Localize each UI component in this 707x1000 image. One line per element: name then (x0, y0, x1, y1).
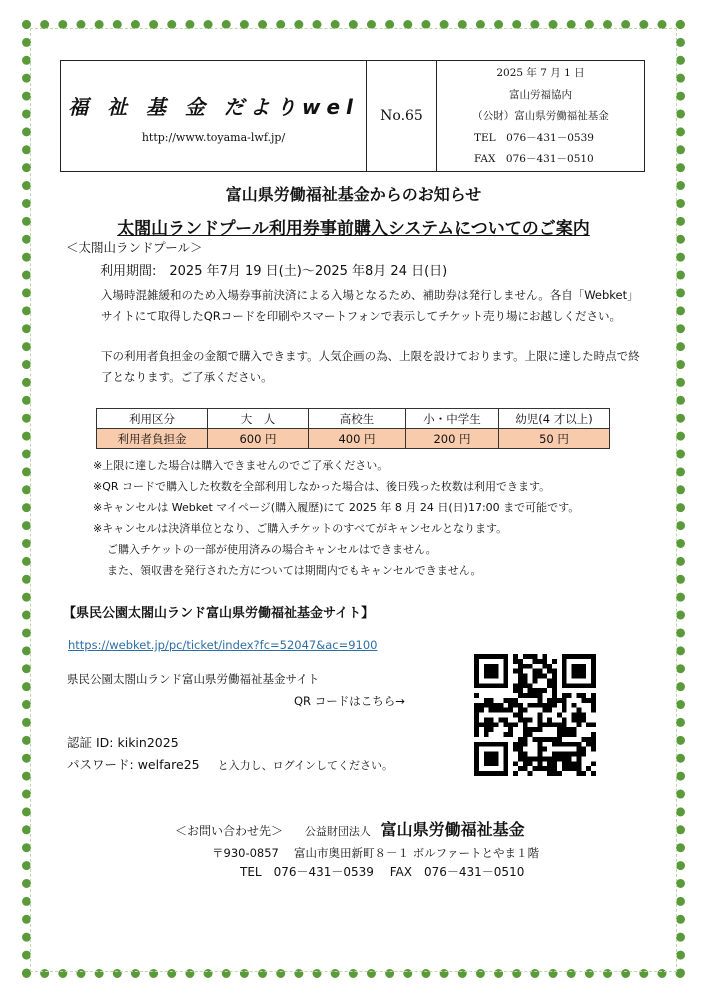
auth-hint: と入力し、ログインしてください。 (217, 759, 394, 772)
section-subheading: ＜太閤山ランドプール＞ (66, 240, 203, 255)
website-url: http://www.toyama-lwf.jp/ (141, 131, 286, 144)
auth-pw-label: パスワード: (67, 757, 134, 772)
table-header-cell: 小・中学生 (406, 409, 499, 429)
notes-list (93, 455, 653, 581)
issue-date: 2025 年 7 月 1 日 (496, 67, 585, 79)
intro-paragraph: 入場時混雑緩和のため入場券事前決済による入場となるため、補助券は発行しません。各自「Webket」サイトにて取得したQRコードを印刷やスマートフォンで表示してチケット売り場にお越しください。 (101, 288, 639, 323)
masthead (61, 61, 367, 171)
note-item: ※キャンセルは決済単位となり、ご購入チケットのすべてがキャンセルとなります。 (93, 522, 508, 535)
page-title: 太閤山ランドプール利用券事前購入システムについてのご案内 (117, 219, 590, 239)
org-name: 富山県労働福祉基金 (380, 820, 525, 839)
table-cell: 600 円 (208, 429, 309, 449)
publisher-fax: FAX 076－431－0510 (474, 153, 594, 165)
table-row (97, 429, 610, 449)
table-cell: 400 円 (309, 429, 406, 449)
note-item: ※上限に達した場合は購入できませんのでご了承ください。 (93, 459, 389, 472)
note-item: また、領収書を発行された方については期間内でもキャンセルできません。 (107, 564, 482, 577)
publisher-tel: TEL 076－431－0539 (474, 131, 594, 144)
issue-number: No.65 (367, 61, 437, 171)
contact-label: ＜お問い合わせ先＞ (175, 824, 284, 838)
qr-code[interactable] (474, 654, 596, 776)
usage-period: 利用期間: 2025 年7月 19 日(土)～2025 年8月 24 日(日) (100, 264, 448, 279)
newsletter-title: 福 祉 基 金 だよりwel (68, 95, 359, 119)
table-header-cell: 大 人 (208, 409, 309, 429)
table-cell: 50 円 (499, 429, 610, 449)
publisher-line1: 富山労福協内 (509, 88, 572, 101)
newsletter-header (60, 60, 645, 172)
auth-pw-value: welfare25 (137, 757, 200, 772)
org-type: 公益財団法人 (304, 825, 371, 838)
note-item: ※QR コードで購入した枚数を全部利用しなかった場合は、後日残った枚数は利用できます。 (93, 480, 551, 493)
publisher-line2: （公財）富山県労働福祉基金 (472, 110, 609, 122)
note-item: ご購入チケットの一部が使用済みの場合キャンセルはできません。 (107, 543, 437, 556)
contact-line (175, 820, 525, 842)
site-name: 県民公園太閤山ランド富山県労働福祉基金サイト (67, 672, 320, 686)
auth-id-value: kikin2025 (117, 735, 179, 750)
table-header-cell: 利用区分 (97, 409, 208, 429)
auth-password (67, 755, 393, 776)
notice-heading: 富山県労働福祉基金からのお知らせ (225, 185, 482, 204)
contact-phones: TEL 076－431－0539 FAX 076－431－0510 (240, 865, 525, 879)
contact-address: 〒930-0857 富山市奥田新町８－１ ボルファートとやま１階 (212, 846, 539, 860)
auth-id-label: 認証 ID: (67, 735, 114, 750)
price-table (96, 408, 610, 449)
purchase-paragraph: 下の利用者負担金の金額で購入できます。人気企画の為、上限を設けております。上限に達した時点で終了となります。ご了承ください。 (101, 349, 640, 384)
auth-id (67, 733, 179, 753)
table-header-cell: 幼児(4 才以上) (499, 409, 610, 429)
table-cell: 利用者負担金 (97, 429, 208, 449)
publisher-info (437, 61, 644, 171)
note-item: ※キャンセルは Webket マイページ(購入履歴)にて 2025 年 8 月 24 日(日)17:00 まで可能です。 (93, 501, 580, 514)
table-cell: 200 円 (406, 429, 499, 449)
qr-note: QR コードはこちら→ (294, 694, 405, 708)
webket-link[interactable]: https://webket.jp/pc/ticket/index?fc=52047&ac=9100 (68, 638, 378, 652)
table-header-row (97, 409, 610, 429)
table-header-cell: 高校生 (309, 409, 406, 429)
site-section-title: 【県民公園太閤山ランド富山県労働福祉基金サイト】 (63, 606, 375, 621)
